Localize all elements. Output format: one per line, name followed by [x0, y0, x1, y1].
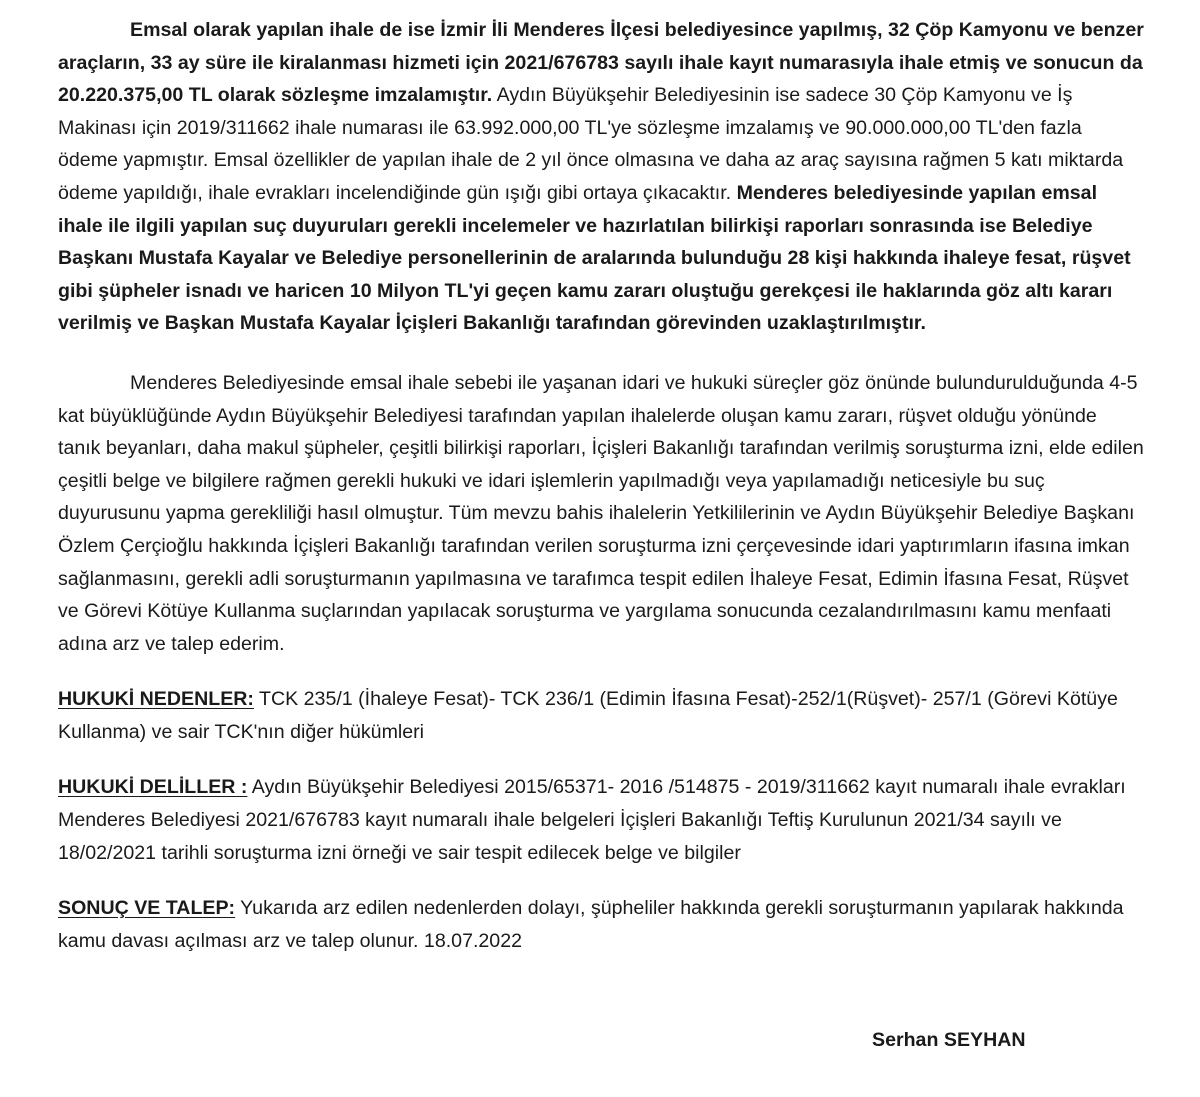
- legal-reasons-section: [58, 683, 1144, 748]
- signature-name: Serhan SEYHAN: [872, 1029, 1026, 1051]
- legal-evidence-section: [58, 771, 1144, 869]
- legal-reasons-text: TCK 235/1 (İhaleye Fesat)- TCK 236/1 (Edimin İfasına Fesat)-252/1(Rüşvet)- 257/1 (Görevi Kötüye Kullanma) ve sair TCK'nın diğer hükümleri: [58, 688, 1118, 743]
- legal-evidence-text: Aydın Büyükşehir Belediyesi 2015/65371- 2016 /514875 - 2019/311662 kayıt numaralı ihale evrakları Menderes Belediyesi 2021/676783 kayıt numaralı ihale belgeleri İçişleri Bakanlığı Teftiş Kurulunun 2021/34 sayılı ve 18/02/2021 tarihli soruşturma izni örneği ve sair tespit edilecek belge ve bilgiler: [58, 776, 1126, 864]
- paragraph-emsal-ihale: [58, 14, 1144, 340]
- conclusion-section: [58, 892, 1144, 957]
- legal-evidence-heading: HUKUKİ DELİLLER :: [58, 776, 248, 799]
- legal-reasons-heading: HUKUKİ NEDENLER:: [58, 688, 254, 711]
- paragraph-1-bold-lead: Emsal olarak yapılan ihale de ise İzmir İli Menderes İlçesi belediyesince yapılmış, 32 Çöp Kamyonu ve benzer araçların, 33 ay süre ile kiralanması hizmeti için 2021/676783 sayılı ihale kayıt numarasıyla ihale etmiş ve sonucun da 20.220.375,00 TL olarak sözleşme imzalamıştır.: [58, 19, 1144, 107]
- conclusion-text: Yukarıda arz edilen nedenlerden dolayı, şüpheliler hakkında gerekli soruşturmanın yapılarak hakkında kamu davası açılması arz ve talep olunur. 18.07.2022: [58, 897, 1124, 952]
- paragraph-1-bold-tail: Menderes belediyesinde yapılan emsal ihale ile ilgili yapılan suç duyuruları gerekli incelemeler ve hazırlatılan bilirkişi raporları sonrasında ise Belediye Başkanı Mustafa Kayalar ve Belediye personellerinin de aralarında bulunduğu 28 kişi hakkında ihaleye fesat, rüşvet gibi şüpheler isnadı ve haricen 10 Milyon TL'yi geçen kamu zararı oluştuğu gerekçesi ile haklarında göz altı kararı verilmiş ve Başkan Mustafa Kayalar İçişleri Bakanlığı tarafından görevinden uzaklaştırılmıştır.: [58, 181, 1131, 335]
- document-body: [58, 14, 1144, 957]
- paragraph-menderes-surecler: Menderes Belediyesinde emsal ihale sebebi ile yaşanan idari ve hukuki süreçler göz önünde bulundurulduğunda 4-5 kat büyüklüğünde Aydın Büyükşehir Belediyesi tarafından yapılan ihalelerde oluşan kamu zararı, rüşvet olduğu yönünde tanık beyanları, daha makul şüpheler, çeşitli bilirkişi raporları, İçişleri Bakanlığı tarafından verilmiş soruşturma izni, elde edilen çeşitli belge ve bilgilere rağmen gerekli hukuki ve idari işlemlerin yapılmadığı veya yapılamadığı neticesiyle bu suç duyurusunu yapma gerekliliği hasıl olmuştur. Tüm mevzu bahis ihalelerin Yetkililerinin ve Aydın Büyükşehir Belediye Başkanı Özlem Çerçioğlu hakkında İçişleri Bakanlığı tarafından verilen soruşturma izni çerçevesinde idari yaptırımların ifasına imkan sağlanmasını, gerekli adli soruşturmanın yapılmasına ve tarafımca tespit edilen İhaleye Fesat, Edimin İfasına Fesat, Rüşvet ve Görevi Kötüye Kullanma suçlarından yapılacak soruşturma ve yargılama sonucunda cezalandırılmasını kamu menfaati adına arz ve talep ederim.: [58, 371, 1144, 655]
- paragraph-1-normal: Aydın Büyükşehir Belediyesinin ise sadece 30 Çöp Kamyonu ve İş Makinası için 2019/311662 ihale numarası ile 63.992.000,00 TL'ye sözleşme imzalamış ve 90.000.000,00 TL'den fazla ödeme yapmıştır. Emsal özellikler de yapılan ihale de 2 yıl önce olmasına ve daha az araç sayısına rağmen 5 katı miktarda ödeme yapıldığı, ihale evrakları incelendiğinde gün ışığı gibi ortaya çıkacaktır.: [58, 84, 1124, 204]
- conclusion-heading: SONUÇ VE TALEP:: [58, 897, 236, 920]
